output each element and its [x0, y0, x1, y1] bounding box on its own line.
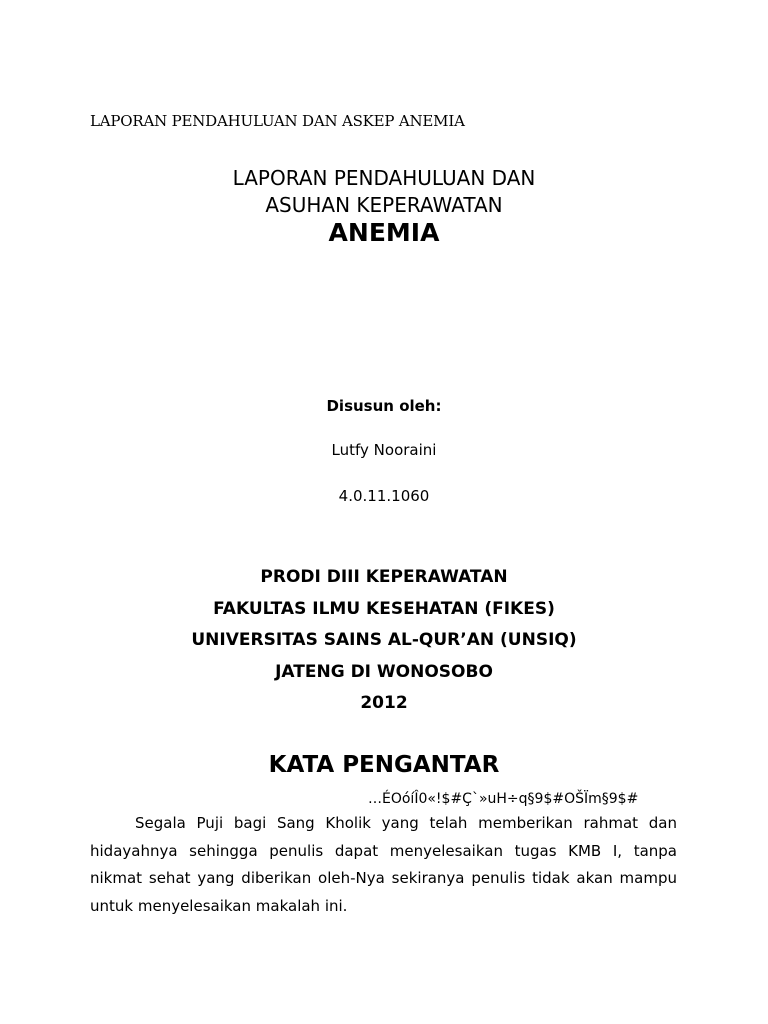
- author-label: Disusun oleh:: [326, 397, 442, 415]
- preface-garbled-text: …ÉOóíÎ0«!$#Ç`»uH÷q§9$#OŠÏm§9$#: [368, 791, 639, 807]
- institution-university: UNIVERSITAS SAINS AL-QUR’AN (UNSIQ): [191, 630, 577, 650]
- institution-faculty: FAKULTAS ILMU KESEHATAN (FIKES): [213, 599, 555, 619]
- title-main: ANEMIA: [328, 218, 440, 247]
- running-header: LAPORAN PENDAHULUAN DAN ASKEP ANEMIA: [90, 112, 465, 130]
- author-name: Lutfy Nooraini: [331, 441, 437, 459]
- author-id: 4.0.11.1060: [338, 487, 430, 505]
- institution-year: 2012: [360, 693, 408, 713]
- preface-paragraph: Segala Puji bagi Sang Kholik yang telah memberikan rahmat dan hidayahnya sehingga penulis dapat menyelesaikan tugas KMB I, tanpa nikmat sehat yang diberikan oleh-Nya sekiranya penulis tidak akan mampu untuk menyelesaikan makalah ini.: [90, 814, 677, 915]
- institution-prodi: PRODI DIII KEPERAWATAN: [260, 567, 508, 587]
- title-line-1: LAPORAN PENDAHULUAN DAN: [232, 166, 536, 190]
- title-line-2: ASUHAN KEPERAWATAN: [265, 193, 503, 217]
- institution-location: JATENG DI WONOSOBO: [275, 662, 493, 682]
- preface-heading: KATA PENGANTAR: [268, 752, 500, 778]
